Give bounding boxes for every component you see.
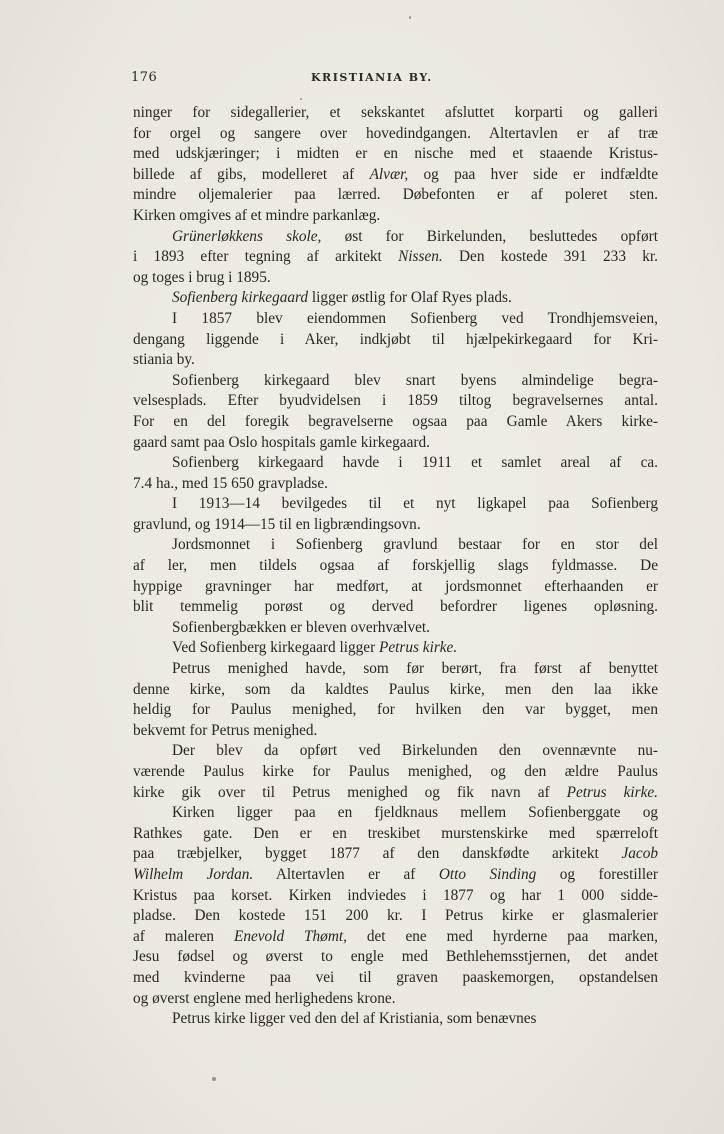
text-run: I 1913—14 bevilgedes til et nyt ligkapel paa Sofienberg — [172, 495, 658, 513]
text-run: blit temmelig porøst og derved befordrer ligenes opløsning. — [133, 598, 658, 616]
text-line — [133, 659, 658, 680]
text-run: Den kostede 391 233 kr. — [442, 248, 658, 266]
text-run: Sofienberg kirkegaard blev snart byens almindelige begra- — [172, 371, 658, 389]
text-line — [133, 309, 658, 330]
text-line — [133, 803, 658, 824]
text-run: paa træbjelker, bygget 1877 af den danskfødte arkitekt — [133, 845, 622, 863]
text-line — [133, 844, 658, 865]
text-run: heldig for Paulus menighed, for hvilken den var bygget, men — [133, 701, 658, 719]
print-speck — [212, 1077, 216, 1081]
text-line — [133, 906, 658, 927]
text-run: velsesplads. Efter byudvidelsen i 1859 tiltog begravelsernes antal. — [133, 392, 658, 410]
text-run: Kirken ligger paa en fjeldknaus mellem Sofienberggate og — [172, 804, 658, 822]
italic-run: Petrus kirke. — [379, 639, 458, 657]
italic-run: Nissen. — [398, 248, 443, 266]
text-line — [133, 741, 658, 762]
text-line — [133, 144, 658, 165]
italic-run: Enevold Thømt, — [233, 927, 347, 945]
text-run: øst for Birkelunden, besluttedes opført — [321, 227, 658, 245]
text-line — [133, 206, 658, 227]
text-run: kirke gik over til Petrus menighed og fik navn af — [133, 783, 567, 801]
text-line — [133, 886, 658, 907]
running-head: KRISTIANIA BY. — [311, 71, 433, 84]
text-line — [133, 721, 658, 742]
text-line — [133, 247, 658, 268]
body-text — [133, 103, 658, 1030]
text-line — [133, 494, 658, 515]
text-run: og toges i brug i 1895. — [133, 268, 271, 286]
text-run: mindre oljemalerier paa lærred. Døbefonten er af poleret sten. — [133, 186, 658, 204]
text-line — [133, 288, 658, 309]
text-run: Jesu fødsel og øverst to engle med Bethlehemsstjernen, det andet — [133, 948, 658, 966]
italic-run: Otto Sinding — [438, 865, 537, 883]
text-run: For en del foregik begravelserne ogsaa paa Gamle Akers kirke- — [133, 412, 658, 430]
text-run: Altertavlen er af — [253, 865, 439, 883]
text-line — [133, 165, 658, 186]
text-line — [133, 762, 658, 783]
text-run: og paa hver side er indfældte — [408, 165, 658, 183]
text-run: Sofienberg kirkegaard havde i 1911 et samlet areal af ca. — [172, 454, 658, 472]
text-run: værende Paulus kirke for Paulus menighed, og den ældre Paulus — [133, 763, 658, 780]
text-run: og øverst englene med herlighedens krone. — [133, 989, 396, 1007]
text-run: Kirken omgives af et mindre parkanlæg. — [133, 206, 381, 224]
text-line — [133, 535, 658, 556]
text-line — [133, 927, 658, 948]
text-line — [133, 227, 658, 248]
text-run: Rathkes gate. Den er en treskibet murstenskirke med spærreloft — [133, 824, 658, 842]
text-line — [133, 515, 658, 536]
text-run: af maleren — [133, 927, 234, 945]
text-line — [133, 700, 658, 721]
page-number: 176 — [131, 70, 158, 85]
text-line — [133, 680, 658, 701]
text-line — [133, 1009, 658, 1030]
text-line — [133, 371, 658, 392]
text-line — [133, 350, 658, 371]
text-line — [133, 391, 658, 412]
text-run: i 1893 efter tegning af arkitekt — [133, 248, 399, 266]
text-run: ninger for sidegallerier, et sekskantet afsluttet korparti og galleri — [133, 104, 658, 121]
text-line — [133, 618, 658, 639]
text-line — [133, 577, 658, 598]
text-line — [133, 638, 658, 659]
text-run: 7.4 ha., med 15 650 gravpladse. — [133, 474, 328, 492]
text-run: af ler, men tildels ogsaa af forskjellig slags fyldmasse. De — [133, 557, 658, 575]
text-run: det ene med hyrderne paa marken, — [346, 927, 658, 945]
text-line — [133, 124, 658, 145]
text-line — [133, 556, 658, 577]
page-header — [131, 70, 658, 90]
italic-run: Jacob — [621, 845, 658, 863]
text-run: Der blev da opført ved Birkelunden den ovennævnte nu- — [172, 742, 658, 760]
text-run: gravlund, og 1914—15 til en ligbrændingsovn. — [133, 515, 421, 533]
text-run: med udskjæringer; i midten er en nische med et staaende Kristus- — [133, 145, 658, 163]
text-run: for orgel og sangere over hovedindgangen. Altertavlen er af træ — [133, 124, 658, 142]
text-run: med kvinderne paa vei til graven paaskemorgen, opstandelsen — [133, 968, 658, 986]
text-line — [133, 453, 658, 474]
text-run: og forestiller — [536, 865, 658, 883]
text-line — [133, 103, 658, 124]
text-line — [133, 989, 658, 1010]
text-run: bekvemt for Petrus menighed. — [133, 721, 318, 739]
print-speck — [409, 16, 411, 19]
text-line — [133, 968, 658, 989]
text-line — [133, 330, 658, 351]
text-line — [133, 185, 658, 206]
text-run: Ved Sofienberg kirkegaard ligger — [172, 639, 380, 657]
text-line — [133, 268, 658, 289]
italic-run: Sofienberg kirkegaard — [172, 289, 309, 307]
italic-run: Wilhelm Jordan. — [133, 865, 254, 883]
text-run: billede af gibs, modelleret af — [133, 165, 370, 183]
text-line — [133, 412, 658, 433]
italic-run: Alvær, — [369, 165, 409, 183]
text-run: Petrus menighed havde, som før berørt, fra først af benyttet — [172, 660, 658, 678]
text-line — [133, 597, 658, 618]
text-run: I 1857 blev eiendommen Sofienberg ved Trondhjemsveien, — [172, 309, 658, 327]
text-run: ligger østlig for Olaf Ryes plads. — [308, 289, 512, 307]
italic-run: Petrus kirke. — [566, 783, 658, 801]
text-run: gaard samt paa Oslo hospitals gamle kirkegaard. — [133, 433, 430, 451]
text-run: pladse. Den kostede 151 200 kr. I Petrus kirke er glasmalerier — [133, 907, 658, 925]
text-line — [133, 947, 658, 968]
text-run: Kristus paa korset. Kirken indviedes i 1877 og har 1 000 sidde- — [133, 886, 658, 904]
text-run: stiania by. — [133, 351, 195, 369]
text-line — [133, 783, 658, 804]
text-line — [133, 824, 658, 845]
text-run: dengang liggende i Aker, indkjøbt til hjælpekirkegaard for Kri- — [133, 330, 658, 348]
text-run: Sofienbergbækken er bleven overhvælvet. — [172, 618, 431, 636]
text-run: hyppige gravninger har medført, at jordsmonnet efterhaanden er — [133, 577, 658, 595]
italic-run: Grünerløkkens skole, — [172, 227, 322, 245]
text-line — [133, 433, 658, 454]
text-run: Petrus kirke ligger ved den del af Kristiania, som benævnes — [172, 1010, 537, 1028]
print-speck — [300, 98, 302, 100]
text-line — [133, 474, 658, 495]
text-line — [133, 865, 658, 886]
text-run: Jordsmonnet i Sofienberg gravlund bestaar for en stor del — [172, 536, 658, 554]
text-run: denne kirke, som da kaldtes Paulus kirke, men den laa ikke — [133, 680, 658, 698]
